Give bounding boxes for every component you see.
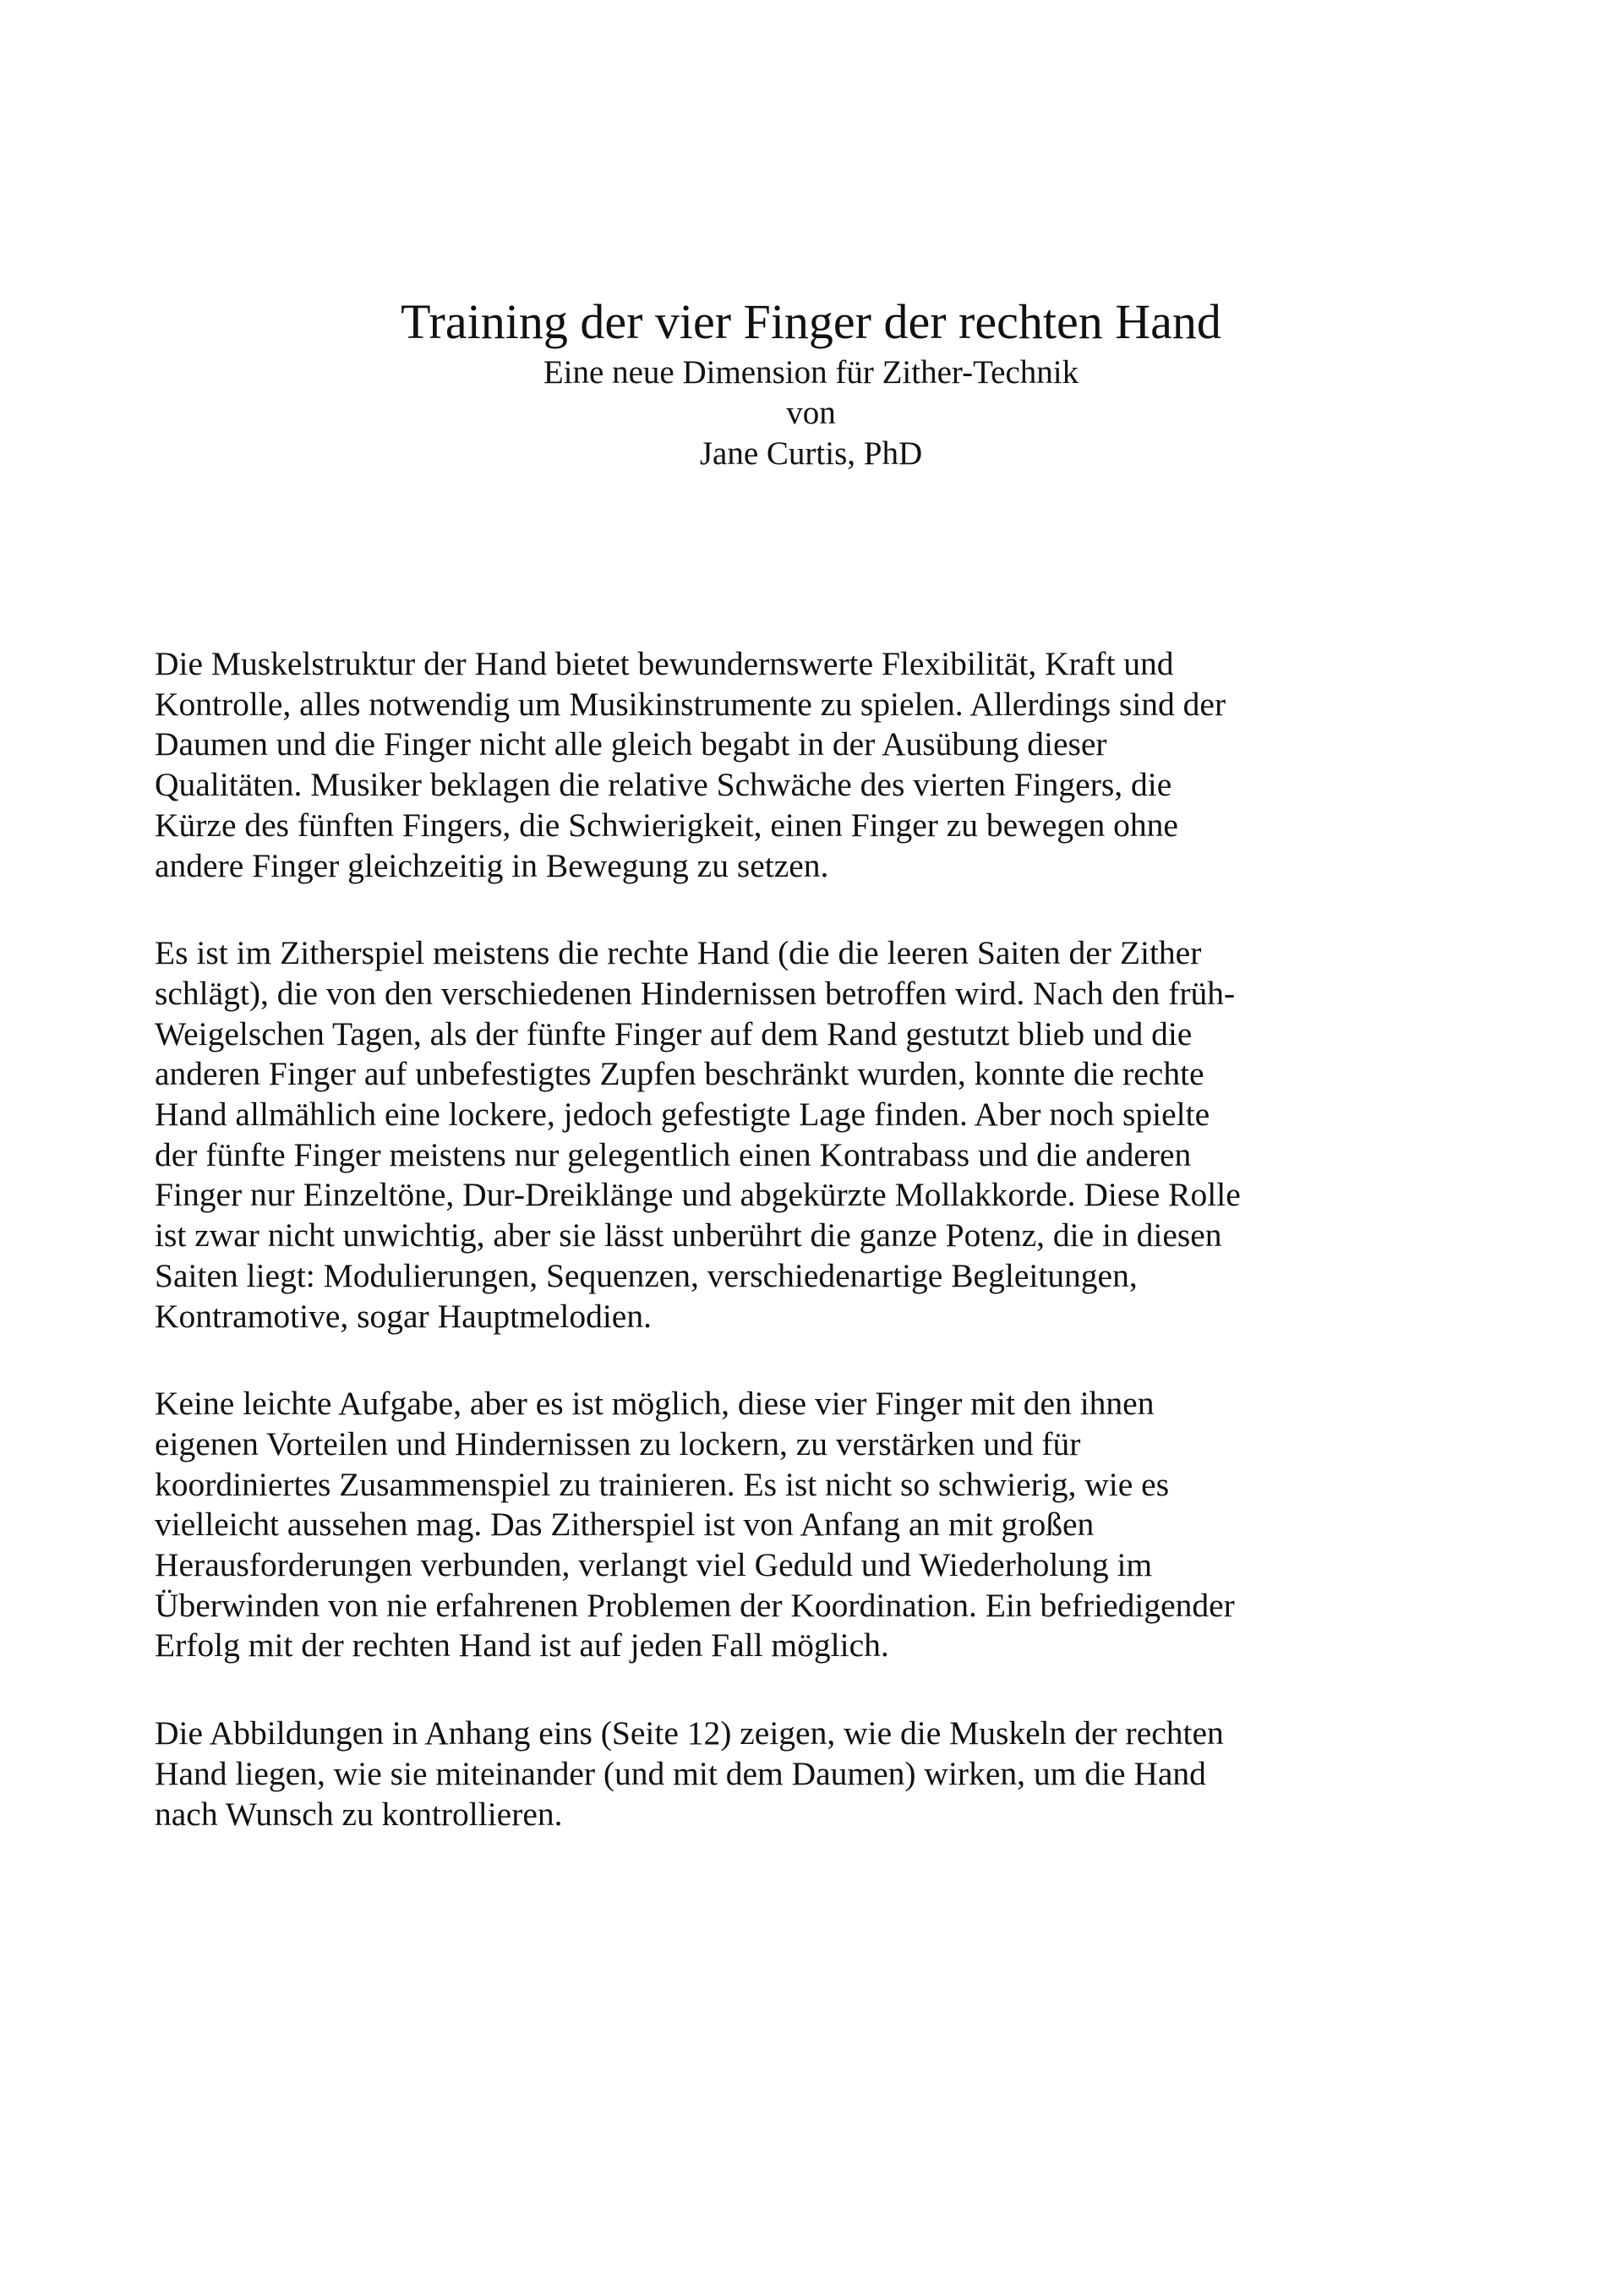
body-text: [155, 644, 1482, 1882]
title-block: [0, 292, 1622, 474]
paragraph-3: Keine leichte Aufgabe, aber es ist möglich, diese vier Finger mit den ihnen eigenen Vorteilen und Hindernissen zu lockern, zu verstärken und für koordiniertes Zusammenspiel zu trainieren. Es ist nicht so schwierig, wie es vielleicht aussehen mag. Das Zitherspiel ist von Anfang an mit großen Herausforderungen verbunden, verlangt viel Geduld und Wiederholung im Überwinden von nie erfahrenen Problemen der Koordination. Ein befriedigender Erfolg mit der rechten Hand ist auf jeden Fall möglich.: [155, 1385, 1235, 1665]
document-subtitle: Eine neue Dimension für Zither-Technik: [543, 354, 1079, 391]
author-name: Jane Curtis, PhD: [699, 435, 923, 472]
paragraph-2: Es ist im Zitherspiel meistens die rechte Hand (die die leeren Saiten der Zither schlägt), die von den verschiedenen Hindernissen betroffen wird. Nach den früh- Weigelschen Tagen, als der fünfte Finger auf dem Rand gestutzt blieb und die anderen Finger auf unbefestigtes Zupfen beschränkt wurden, konnte die rechte Hand allmählich eine lockere, jedoch gefestigte Lage finden. Aber noch spielte der fünfte Finger meistens nur gelegentlich einen Kontrabass und die anderen Finger nur Einzeltöne, Dur-Dreiklänge und abgekürzte Mollakkorde. Diese Rolle ist zwar nicht unwichtig, aber sie lässt unberührt die ganze Potenz, die in diesen Saiten liegt: Modulierungen, Sequenzen, verschiedenartige Begleitungen, Kontramotive, sogar Hauptmelodien.: [155, 934, 1241, 1335]
document-title: Training der vier Finger der rechten Hand: [401, 294, 1221, 349]
byline: von: [786, 395, 836, 431]
paragraph-1: Die Muskelstruktur der Hand bietet bewundernswerte Flexibilität, Kraft und Kontrolle, alles notwendig um Musikinstrumente zu spielen. Allerdings sind der Daumen und die Finger nicht alle gleich begabt in der Ausübung dieser Qualitäten. Musiker beklagen die relative Schwäche des vierten Fingers, die Kürze des fünften Fingers, die Schwierigkeit, einen Finger zu bewegen ohne andere Finger gleichzeitig in Bewegung zu setzen.: [155, 645, 1226, 884]
paragraph-4: Die Abbildungen in Anhang eins (Seite 12) zeigen, wie die Muskeln der rechten Hand liegen, wie sie miteinander (und mit dem Daumen) wirken, um die Hand nach Wunsch zu kontrollieren.: [155, 1714, 1224, 1833]
